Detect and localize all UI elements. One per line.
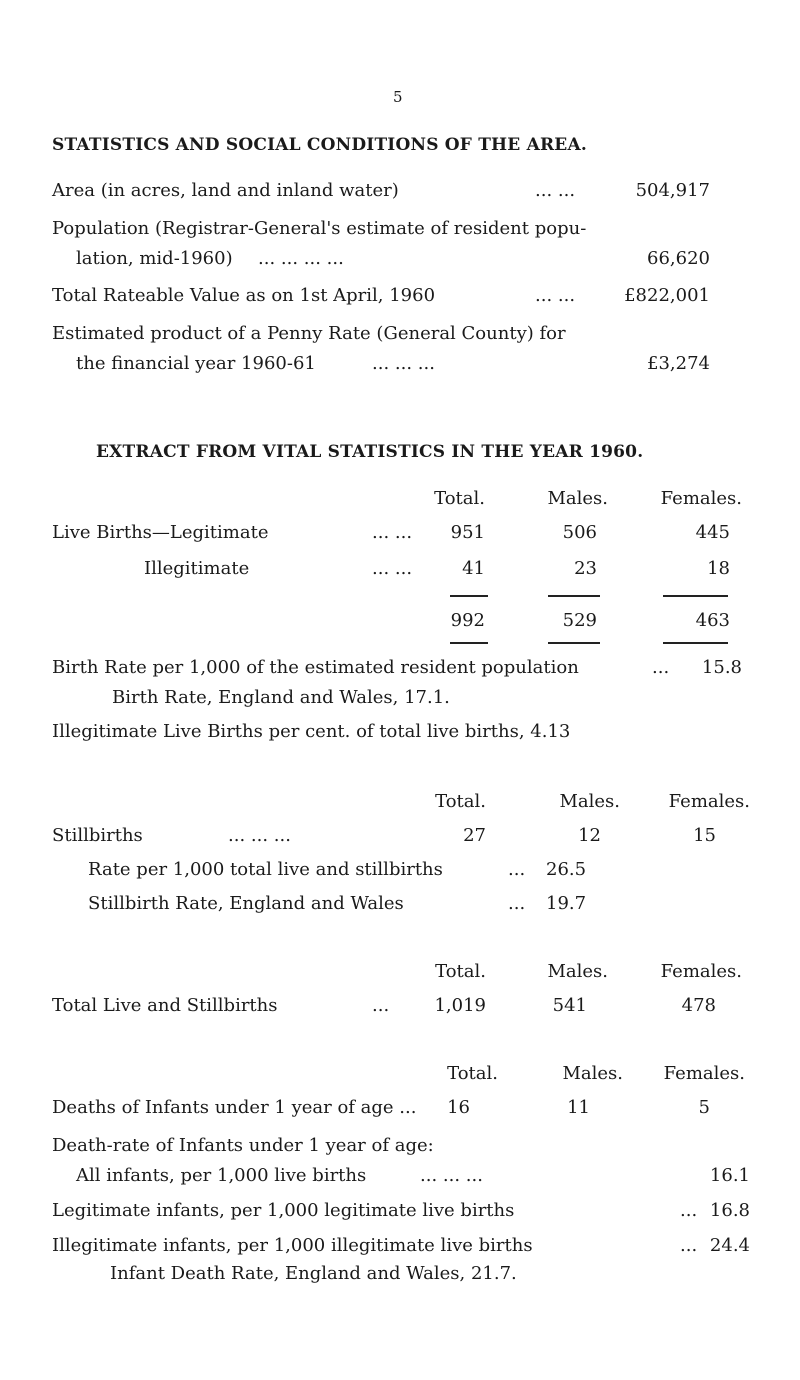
penny-rate-value: £3,274 xyxy=(647,353,710,374)
infant-deaths-females: 5 xyxy=(698,1097,710,1118)
population-label-2: lation, mid-1960) xyxy=(76,248,233,269)
infant-deaths-header-males: Males. xyxy=(562,1063,623,1084)
live-births-sum-males: 529 xyxy=(562,610,597,631)
live-births-sum-total: 992 xyxy=(450,610,485,631)
total-ls-label: Total Live and Stillbirths xyxy=(52,995,278,1016)
live-births-illegit-label: Illegitimate xyxy=(144,558,250,579)
population-dots: ... ... ... ... xyxy=(258,248,344,269)
live-births-legit-dots: ... ... xyxy=(372,522,413,543)
live-births-header-females: Females. xyxy=(660,488,742,509)
stillbirth-rate-dots: ... xyxy=(508,859,526,880)
females-rule-bottom xyxy=(663,642,728,644)
population-value: 66,620 xyxy=(647,248,710,269)
males-rule-bottom xyxy=(548,642,600,644)
stillbirths-header-total: Total. xyxy=(435,791,486,812)
infant-deaths-total: 16 xyxy=(447,1097,470,1118)
penny-rate-label-1: Estimated product of a Penny Rate (General County) for xyxy=(52,323,566,344)
stillbirth-rate-label: Rate per 1,000 total live and stillbirths xyxy=(88,859,443,880)
live-births-illegit-males: 23 xyxy=(574,558,597,579)
total-rule-top xyxy=(450,595,488,597)
all-infants-label: All infants, per 1,000 live births xyxy=(76,1165,367,1186)
area-label: Area (in acres, land and inland water) xyxy=(52,180,399,201)
population-label-1: Population (Registrar-General's estimate of resident popu- xyxy=(52,218,587,239)
total-rule-bottom xyxy=(450,642,488,644)
total-ls-males: 541 xyxy=(552,995,587,1016)
area-dots: ... ... xyxy=(535,180,576,201)
total-ls-females: 478 xyxy=(681,995,716,1016)
live-births-legit-label: Live Births—Legitimate xyxy=(52,522,269,543)
total-ls-dots: ... xyxy=(372,995,390,1016)
illegit-births-percent: Illegitimate Live Births per cent. of total live births, 4.13 xyxy=(52,721,571,742)
penny-rate-label-2: the financial year 1960-61 xyxy=(76,353,316,374)
infant-deaths-males: 11 xyxy=(567,1097,590,1118)
live-births-illegit-females: 18 xyxy=(707,558,730,579)
females-rule-top xyxy=(663,595,728,597)
all-infants-dots: ... ... ... xyxy=(420,1165,483,1186)
live-births-illegit-total: 41 xyxy=(462,558,485,579)
stillbirths-dots: ... ... ... xyxy=(228,825,291,846)
live-births-legit-males: 506 xyxy=(562,522,597,543)
all-infants-value: 16.1 xyxy=(709,1165,750,1186)
stillbirths-header-males: Males. xyxy=(559,791,620,812)
birth-rate-dots: ... xyxy=(652,657,670,678)
live-births-legit-total: 951 xyxy=(450,522,485,543)
live-births-sum-females: 463 xyxy=(695,610,730,631)
stillbirth-ew-label: Stillbirth Rate, England and Wales xyxy=(88,893,404,914)
total-ls-header-females: Females. xyxy=(660,961,742,982)
illegit-infants-dots: ... xyxy=(680,1235,698,1256)
illegit-infants-label: Illegitimate infants, per 1,000 illegitimate live births xyxy=(52,1235,533,1256)
stillbirths-males: 12 xyxy=(578,825,601,846)
legit-infants-label: Legitimate infants, per 1,000 legitimate live births xyxy=(52,1200,515,1221)
rateable-label: Total Rateable Value as on 1st April, 1960 xyxy=(52,285,436,306)
stillbirths-header-females: Females. xyxy=(668,791,750,812)
live-births-legit-females: 445 xyxy=(695,522,730,543)
page-number: 5 xyxy=(393,88,403,106)
legit-infants-dots: ... xyxy=(680,1200,698,1221)
males-rule-top xyxy=(548,595,600,597)
stillbirths-females: 15 xyxy=(693,825,716,846)
stillbirth-ew-dots: ... xyxy=(508,893,526,914)
total-ls-header-total: Total. xyxy=(435,961,486,982)
infant-death-ew: Infant Death Rate, England and Wales, 21.7. xyxy=(110,1263,517,1284)
rateable-dots: ... ... xyxy=(535,285,576,306)
rateable-value: £822,001 xyxy=(624,285,710,306)
illegit-infants-value: 24.4 xyxy=(709,1235,750,1256)
infant-deaths-header-total: Total. xyxy=(447,1063,498,1084)
stillbirth-rate-value: 26.5 xyxy=(546,859,587,880)
stats-heading: STATISTICS AND SOCIAL CONDITIONS OF THE AREA. xyxy=(52,135,587,155)
live-births-illegit-dots: ... ... xyxy=(372,558,413,579)
birth-rate-value: 15.8 xyxy=(701,657,742,678)
infant-deaths-header-females: Females. xyxy=(663,1063,745,1084)
infant-death-rate-heading: Death-rate of Infants under 1 year of age: xyxy=(52,1135,434,1156)
area-value: 504,917 xyxy=(635,180,710,201)
vital-heading: EXTRACT FROM VITAL STATISTICS IN THE YEAR 1960. xyxy=(96,442,644,462)
total-ls-total: 1,019 xyxy=(434,995,486,1016)
birth-rate-label: Birth Rate per 1,000 of the estimated resident population xyxy=(52,657,579,678)
penny-rate-dots: ... ... ... xyxy=(372,353,435,374)
live-births-header-total: Total. xyxy=(434,488,485,509)
stillbirths-label: Stillbirths xyxy=(52,825,143,846)
live-births-header-males: Males. xyxy=(547,488,608,509)
infant-deaths-label: Deaths of Infants under 1 year of age ... xyxy=(52,1097,417,1118)
stillbirths-total: 27 xyxy=(463,825,486,846)
legit-infants-value: 16.8 xyxy=(709,1200,750,1221)
total-ls-header-males: Males. xyxy=(547,961,608,982)
birth-rate-eng-wales: Birth Rate, England and Wales, 17.1. xyxy=(112,687,450,708)
stillbirth-ew-value: 19.7 xyxy=(546,893,587,914)
